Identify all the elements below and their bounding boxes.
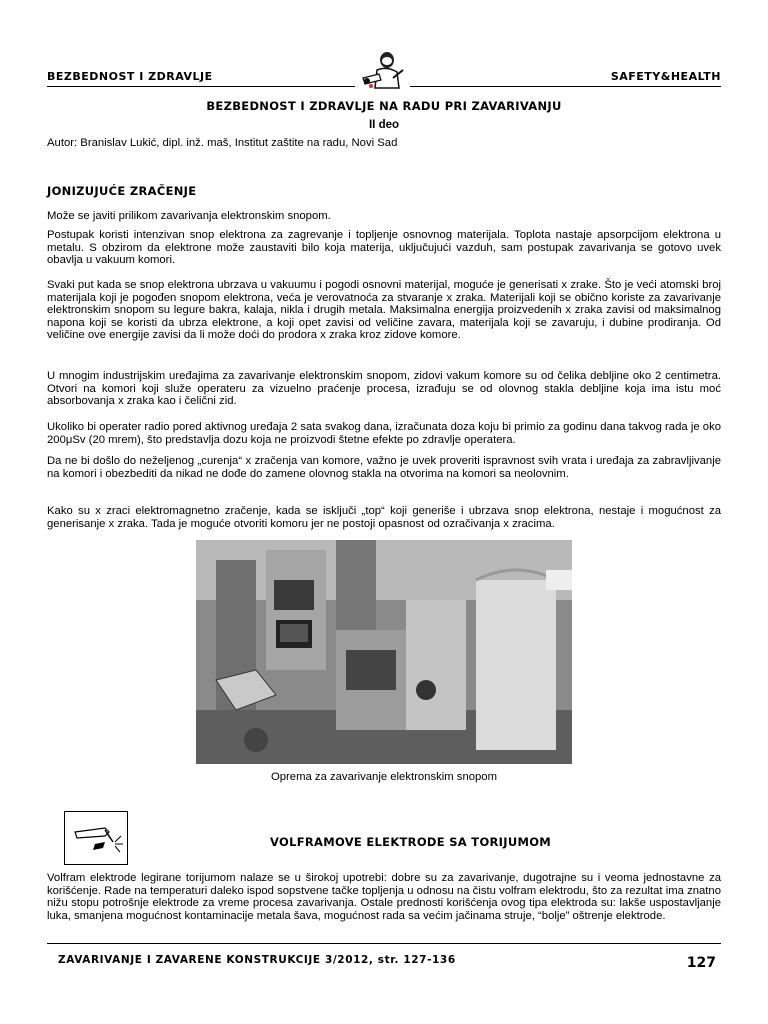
footer-rule (47, 943, 721, 944)
paragraph: U mnogim industrijskim uređajima za zavarivanje elektronskim snopom, zidovi vakum komore su od čelika debljine oko 2 centimetra. Otvori na komori koji služe operateru za vizuelno praćenje procesa, izrađuju se od olovnog stakla debljine koja ima istu moć absorbovanja x zraka kao i čelični zid. (47, 370, 721, 408)
header-rule-left (47, 86, 355, 87)
paragraph: Da ne bi došlo do neželjenog „curenja“ x zračenja van komore, važno je uvek proveriti ispravnost svih vrata i uređaja za zabravljivanje na komori i obezbediti da nikad ne dođe do zamene olovnog stakla na otvorima na komori sa neolovnim. (47, 455, 721, 480)
paragraph: Kako su x zraci elektromagnetno zračenje, kada se isključi „top“ koji generiše i ubrzava snop elektrona, nestaje i mogućnost za generisanje x zraka. Tada je moguće otvoriti komoru jer ne postoji opasnost od ozračivanja x zracima. (47, 505, 721, 530)
paragraph: Svaki put kada se snop elektrona ubrzava u vakuumu i pogodi osnovni materijal, moguće je generisati x zrake. Što je veći atomski broj materijala koji je pogođen snopom elektrona, veća je verovatnoća za stvaranje x zraka. Materijali koji se obično koriste za zavarivanje elektronskim snopom su legure bakra, kalaja, nikla i drugih metala. Maksimalna energija proizvedenih x zraka zavisi od maksimalnog napona koji se koristi da ubrza elektrone, a koji opet zavisi od veličine zavara, materijala koji se zavaruju, i dubine prodiranja. Od veličine ove energije zavisi da li može doći do prodora x zraka kroz zidove komore. (47, 279, 721, 342)
figure-caption: Oprema za zavarivanje elektronskim snopom (270, 771, 498, 783)
paragraph: Ukoliko bi operater radio pored aktivnog uređaja 2 sata svakog dana, izračunata doza koju bi primio za godinu dana takvog rada je oko 200μSv (20 mrem), što predstavlja dozu koja ne proizvodi štetne efekte po zdravlje operatera. (47, 421, 721, 446)
welding-torch-icon (64, 811, 128, 865)
header-rule-right (410, 86, 721, 87)
paragraph: Postupak koristi intenzivan snop elektrona za zagrevanje i topljenje osnovnog materijala. Toplota nastaje apsorpcijom elektrona u metalu. S obzirom da elektrone može zaustaviti bilo koja materija, uključujući vazduh, sam postupak zavarivanja se gotovo uvek obavlja u vakuum komori. (47, 229, 721, 267)
article-part: II deo (368, 119, 400, 131)
article-title: BEZBEDNOST I ZDRAVLJE NA RADU PRI ZAVARIVANJU (206, 99, 562, 113)
running-header-left: BEZBEDNOST I ZDRAVLJE (47, 70, 213, 83)
journal-citation: ZAVARIVANJE I ZAVARENE KONSTRUKCIJE 3/2012, str. 127-136 (58, 954, 456, 966)
welder-mascot-icon (357, 48, 407, 96)
page-number: 127 (686, 955, 716, 971)
paragraph: Može se javiti prilikom zavarivanja elektronskim snopom. (47, 210, 331, 222)
equipment-photo (196, 540, 572, 764)
section-heading-tungsten-electrodes: VOLFRAMOVE ELEKTRODE SA TORIJUMOM (270, 835, 552, 849)
running-header-right: SAFETY&HEALTH (610, 70, 721, 83)
article-author: Autor: Branislav Lukić, dipl. inž. maš, Institut zaštite na radu, Novi Sad (47, 137, 398, 149)
section-heading-ionizing-radiation: JONIZUJUĆE ZRAČENJE (47, 184, 197, 198)
paragraph: Volfram elektrode legirane torijumom nalaze se u širokoj upotrebi: dobre su za zavarivanje, dugotrajne su i veoma jednostavne za korišćenje. Rade na temperaturi daleko ispod sopstvene tačke topljenja u odnosu na čistu volfram elektrodu, što za rezultat ima znatno nižu stopu potrošnje elektrode za vreme procesa zavarivanja. Ostale prednosti korišćenja ovog tipa elektroda su: lakše uspostavljanje luka, smanjena mogućnost kontaminacije metala šava, mogućnost rada sa većim jačinama struje, “bolje” oštrenje elektrode. (47, 872, 721, 922)
